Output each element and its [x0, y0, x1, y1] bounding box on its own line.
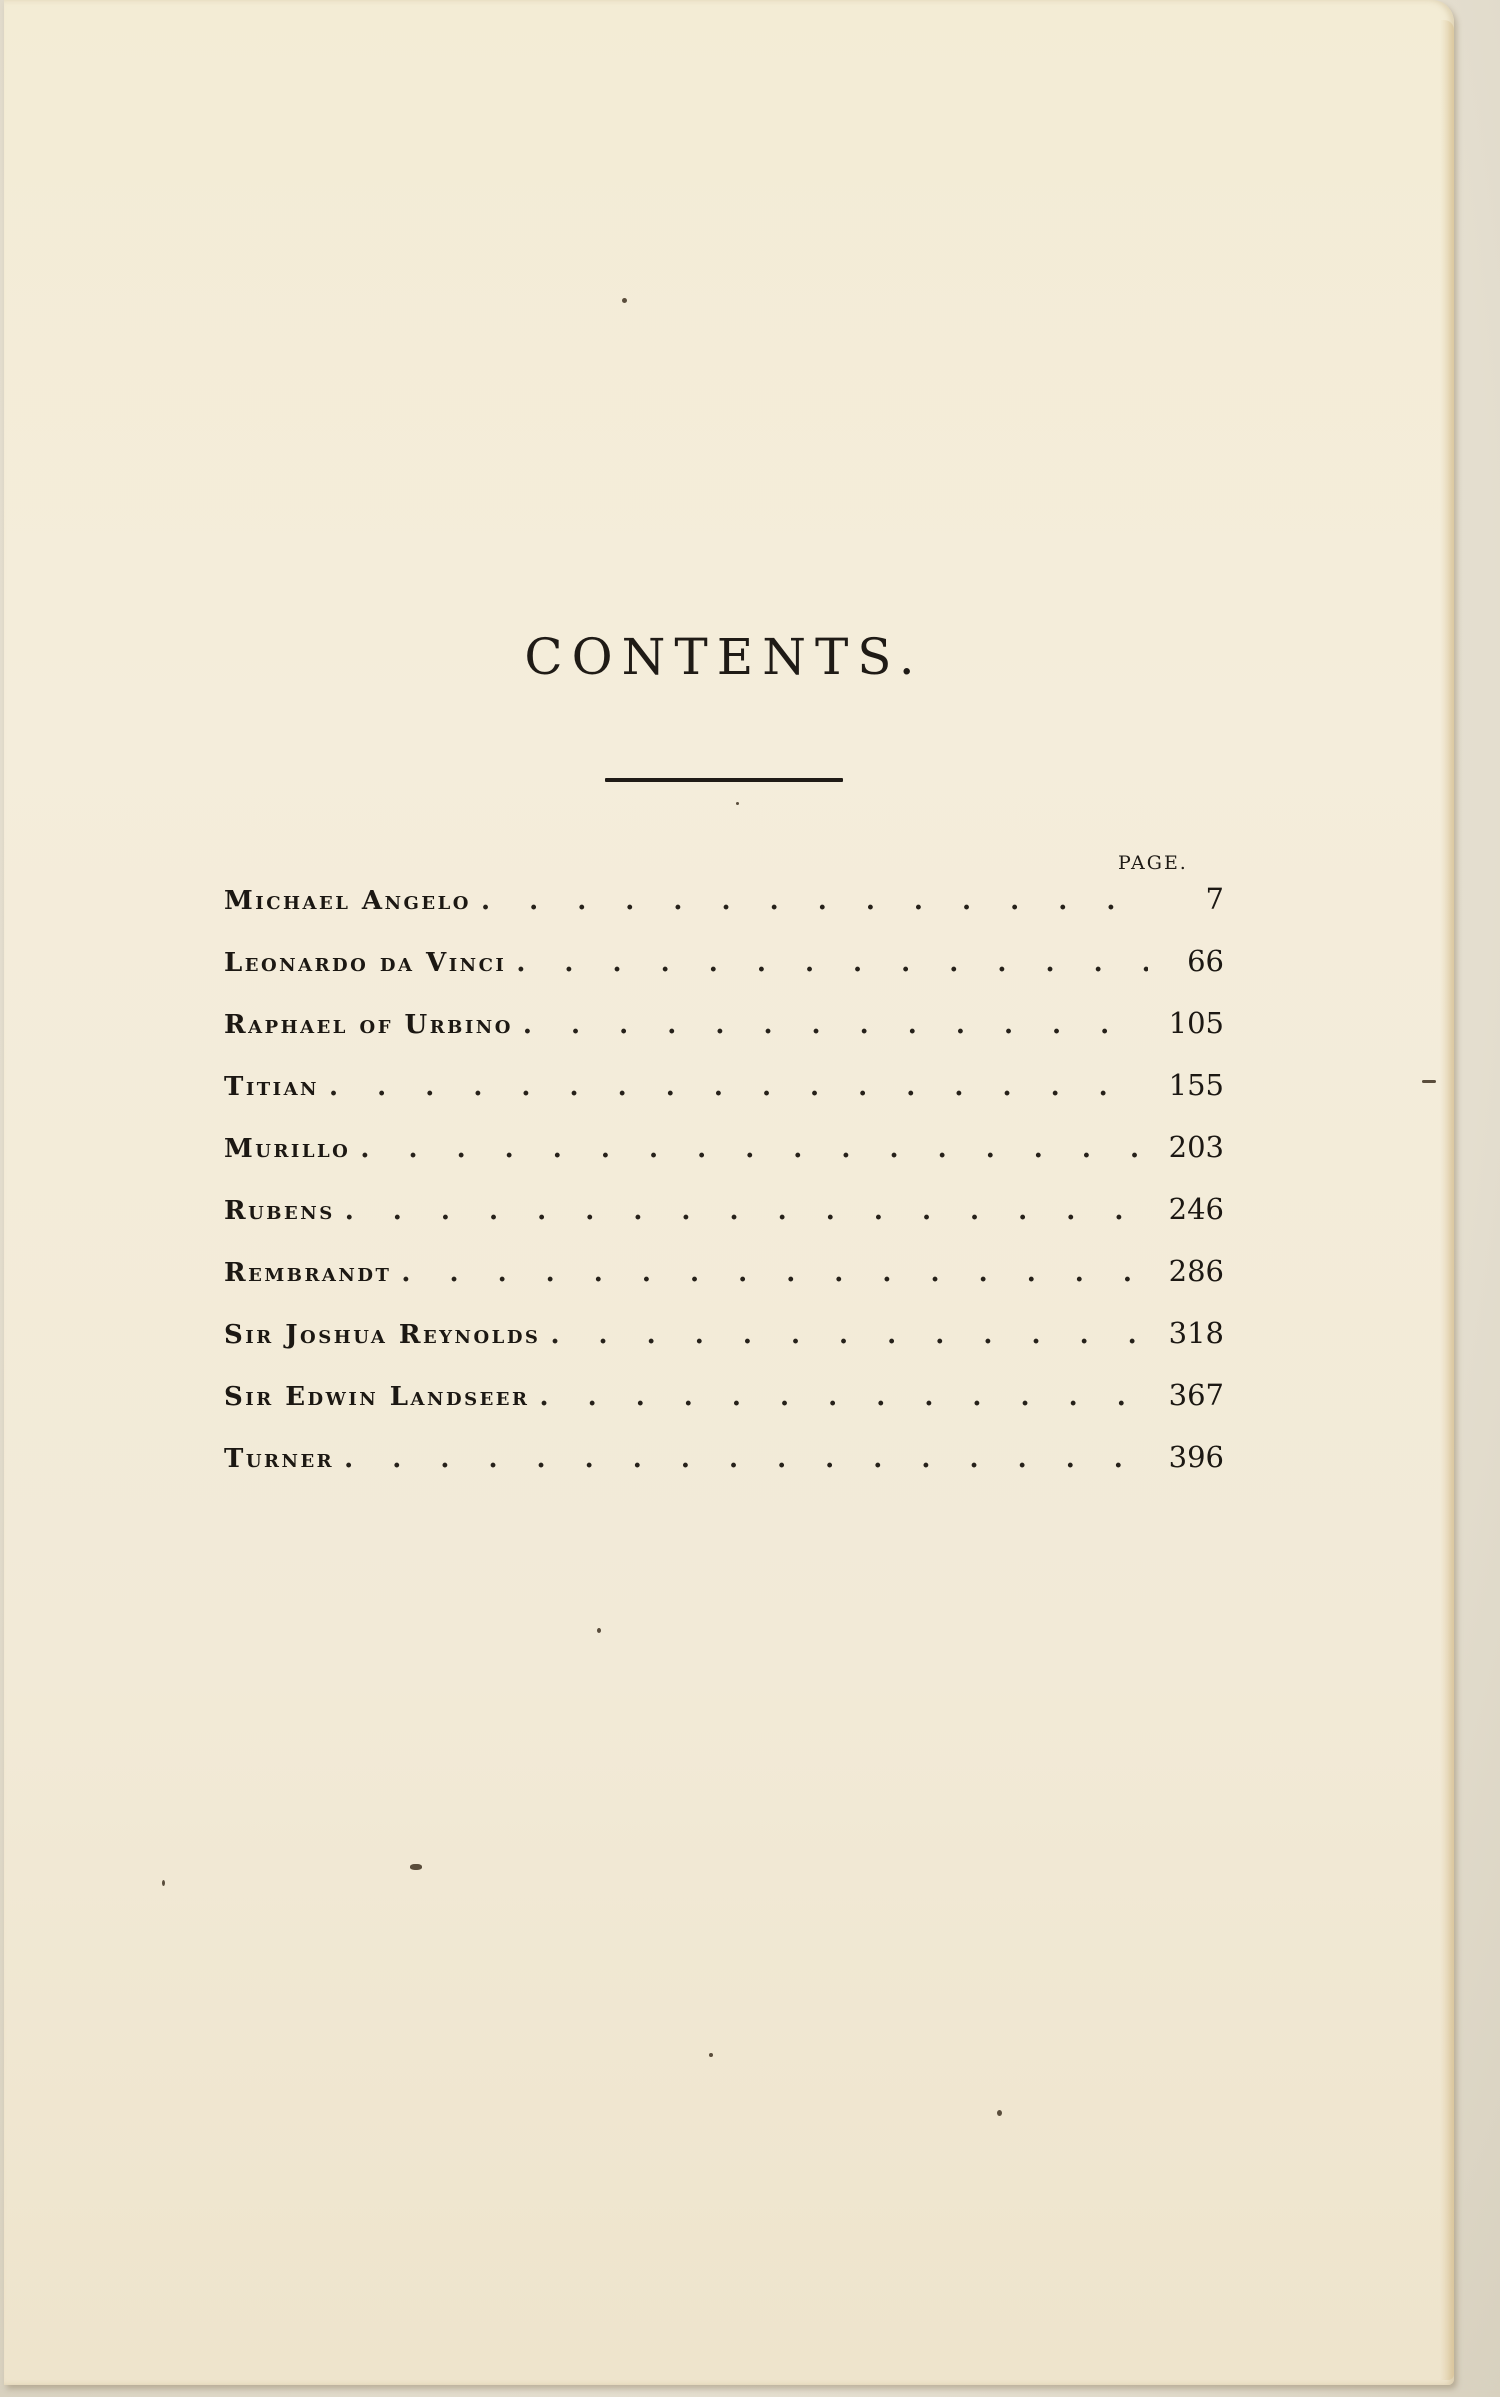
dot-leader	[329, 1072, 1148, 1102]
toc-entry	[224, 944, 1224, 1006]
paper-speck	[410, 1864, 422, 1870]
entry-title: Titian	[224, 1072, 320, 1102]
entry-title: Turner	[224, 1444, 335, 1474]
paper-speck	[709, 2053, 713, 2057]
entry-page-number: 246	[1168, 1192, 1224, 1226]
entry-page-number: 66	[1187, 944, 1224, 978]
entry-page-number: 367	[1168, 1378, 1224, 1412]
entry-page-number: 155	[1168, 1068, 1224, 1102]
paper-speck	[162, 1880, 165, 1886]
paper-speck	[736, 802, 739, 805]
entry-page-number: 7	[1205, 882, 1224, 916]
entry-page-number: 318	[1168, 1316, 1224, 1350]
entry-title: Rembrandt	[224, 1258, 392, 1288]
book-page	[4, 0, 1454, 2385]
toc-entry	[224, 1254, 1224, 1316]
paper-speck	[1422, 1080, 1436, 1083]
entry-page-number: 396	[1168, 1440, 1224, 1474]
dot-leader	[344, 1444, 1148, 1474]
dot-leader	[345, 1196, 1148, 1226]
entry-title: Sir Joshua Reynolds	[224, 1320, 541, 1350]
entry-page-number: 105	[1168, 1006, 1224, 1040]
toc-entry	[224, 1316, 1224, 1378]
entry-page-number: 286	[1168, 1254, 1224, 1288]
page-column-label: PAGE.	[1118, 852, 1188, 874]
entry-title: Murillo	[224, 1134, 351, 1164]
toc-entry	[224, 1130, 1224, 1192]
toc-entry	[224, 1192, 1224, 1254]
contents-heading: CONTENTS.	[524, 628, 924, 686]
entry-title: Sir Edwin Landseer	[224, 1382, 530, 1412]
toc-entry	[224, 882, 1224, 944]
toc-entry	[224, 1006, 1224, 1068]
dot-leader	[550, 1320, 1148, 1350]
heading-rule	[605, 778, 843, 782]
dot-leader	[516, 948, 1148, 978]
dot-leader	[481, 886, 1148, 916]
toc-entry	[224, 1440, 1224, 1502]
dot-leader	[401, 1258, 1148, 1288]
entry-title: Rubens	[224, 1196, 335, 1226]
entry-title: Raphael of Urbino	[224, 1010, 513, 1040]
dot-leader	[360, 1134, 1148, 1164]
dot-leader	[539, 1382, 1148, 1412]
toc-entry	[224, 1068, 1224, 1130]
dot-leader	[523, 1010, 1148, 1040]
paper-speck	[597, 1628, 601, 1633]
page-edge-shadow	[1440, 20, 1454, 2380]
paper-speck	[997, 2110, 1002, 2116]
contents-list	[224, 882, 1224, 1502]
entry-title: Leonardo da Vinci	[224, 948, 507, 978]
paper-speck	[622, 298, 627, 303]
toc-entry	[224, 1378, 1224, 1440]
entry-page-number: 203	[1168, 1130, 1224, 1164]
entry-title: Michael Angelo	[224, 886, 471, 916]
